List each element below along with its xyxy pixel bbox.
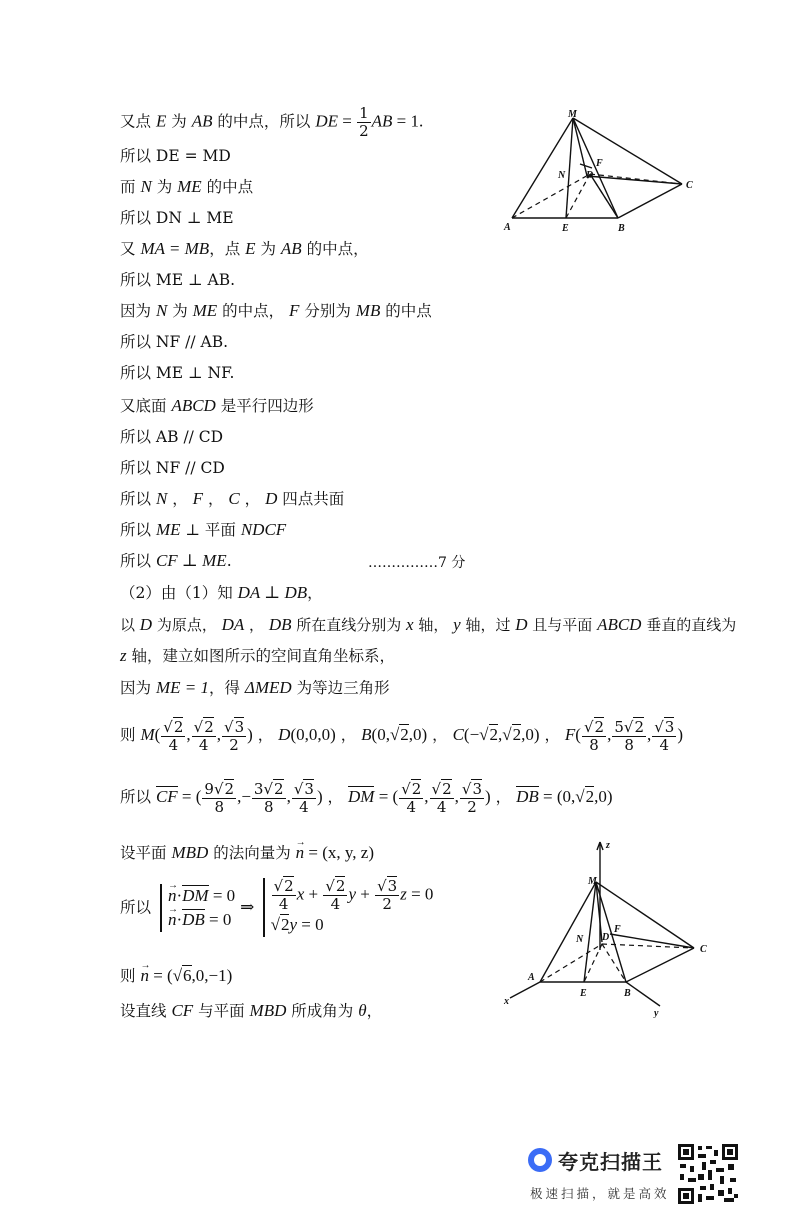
fraction-half: $\frac{1}{2}$ — [359, 104, 369, 140]
label-M: M — [568, 109, 577, 120]
line-normal-vector: 设平面 MBD 的法向量为 → n = (x, y, z) — [120, 843, 374, 863]
score-marker: ……………7 分 — [368, 555, 466, 571]
equation-system: 所以 → n·DM = 0 → n·DB = 0 ⇒ $\frac{√2}{4}$ x + $\frac{√2}{4}$ y + $\frac{√3}{2}$ z = 0 √2y = 0 — [120, 878, 433, 937]
watermark-subtitle: 极速扫描，就是高效 — [530, 1186, 670, 1201]
quark-logo-icon — [528, 1148, 552, 1172]
line-4: 所以 DN ⊥ ME — [120, 209, 234, 227]
label-z: z — [606, 840, 610, 851]
pyramid-figure-1 — [500, 108, 700, 236]
vectors-line: 所以 CF = ( $\frac{9√2}{8}$ ,− $\frac{3√2}{8}$ , $\frac{√3}{4}$ ) ， DM = ( $\frac{√2}{4}$ , $\frac{√2}{4}$ , $\frac{√3}{2}$ ) ， DB = (0,√2,0) — [120, 779, 613, 816]
line-6: 所以 ME ⊥ AB. — [120, 271, 236, 289]
line-18: z 轴，建立如图所示的空间直角坐标系， — [120, 646, 396, 665]
line-1: 又点 E 为 AB 的中点，所以 DE = $\frac{1}{2}$ AB = 1. — [120, 104, 424, 140]
label-B: B — [618, 223, 625, 234]
label-D: D — [586, 170, 594, 181]
line-angle: 设直线 CF 与平面 MBD 所成角为 θ， — [120, 1001, 383, 1020]
label-A2: A — [528, 972, 535, 983]
label-A: A — [504, 222, 511, 233]
line-7: 因为 N 为 ME 的中点， F 分别为 MB 的中点 — [120, 301, 432, 320]
line-15: 所以 CF ⊥ ME. — [120, 551, 232, 570]
line-5: 又 MA = MB，点 E 为 AB 的中点， — [120, 239, 369, 258]
line-8: 所以 NF // AB. — [120, 333, 229, 351]
label-F: F — [596, 158, 603, 169]
line-14: 所以 ME ⊥ 平面 NDCF — [120, 520, 287, 539]
line-17: 以 D 为原点， DA ， DB 所在直线分别为 x 轴， y 轴，过 D 且与平面 ABCD 垂直的直线为 — [120, 615, 737, 634]
watermark-title: 夸克扫描王 — [558, 1150, 663, 1174]
label-N: N — [558, 170, 566, 181]
qr-code-icon — [676, 1142, 740, 1206]
label-C2: C — [700, 944, 707, 955]
label-N2: N — [576, 934, 584, 945]
label-D2: D — [602, 932, 610, 943]
scanner-watermark — [528, 1142, 758, 1208]
line-9: 所以 ME ⊥ NF. — [120, 364, 235, 382]
line-12: 所以 NF // CD — [120, 459, 225, 477]
line-19: 因为 ME = 1，得 ΔMED 为等边三角形 — [120, 678, 390, 697]
pyramid-figure-2 — [496, 838, 720, 1018]
label-M2: M — [588, 876, 597, 887]
label-B2: B — [624, 988, 631, 999]
label-E: E — [562, 223, 569, 234]
line-13: 所以 N ， F ， C ， D 四点共面 — [120, 489, 345, 508]
label-F2: F — [614, 924, 621, 935]
line-16: （2）由（1）知 DA ⊥ DB， — [120, 583, 323, 602]
line-3: 而 N 为 ME 的中点 — [120, 177, 254, 196]
label-E2: E — [580, 988, 587, 999]
label-C: C — [686, 180, 693, 191]
line-2: 所以 DE = MD — [120, 147, 231, 165]
line-11: 所以 AB // CD — [120, 428, 224, 446]
label-y: y — [654, 1008, 659, 1018]
line-normal-result: 则 → n = (√6,0,−1) — [120, 966, 232, 986]
coordinates-line: 则 M( $\frac{√2}{4}$ , $\frac{√2}{4}$ , $\frac{√3}{2}$ ) ， D(0,0,0) ， B(0,√2,0) ， C(−√2,√2,0) ， F( $\frac{√2}{8}$ , $\frac{5√2}{8}$ , $\frac{√3}{4}$ ) — [120, 717, 684, 754]
label-x: x — [504, 996, 509, 1007]
line-10: 又底面 ABCD 是平行四边形 — [120, 396, 314, 415]
